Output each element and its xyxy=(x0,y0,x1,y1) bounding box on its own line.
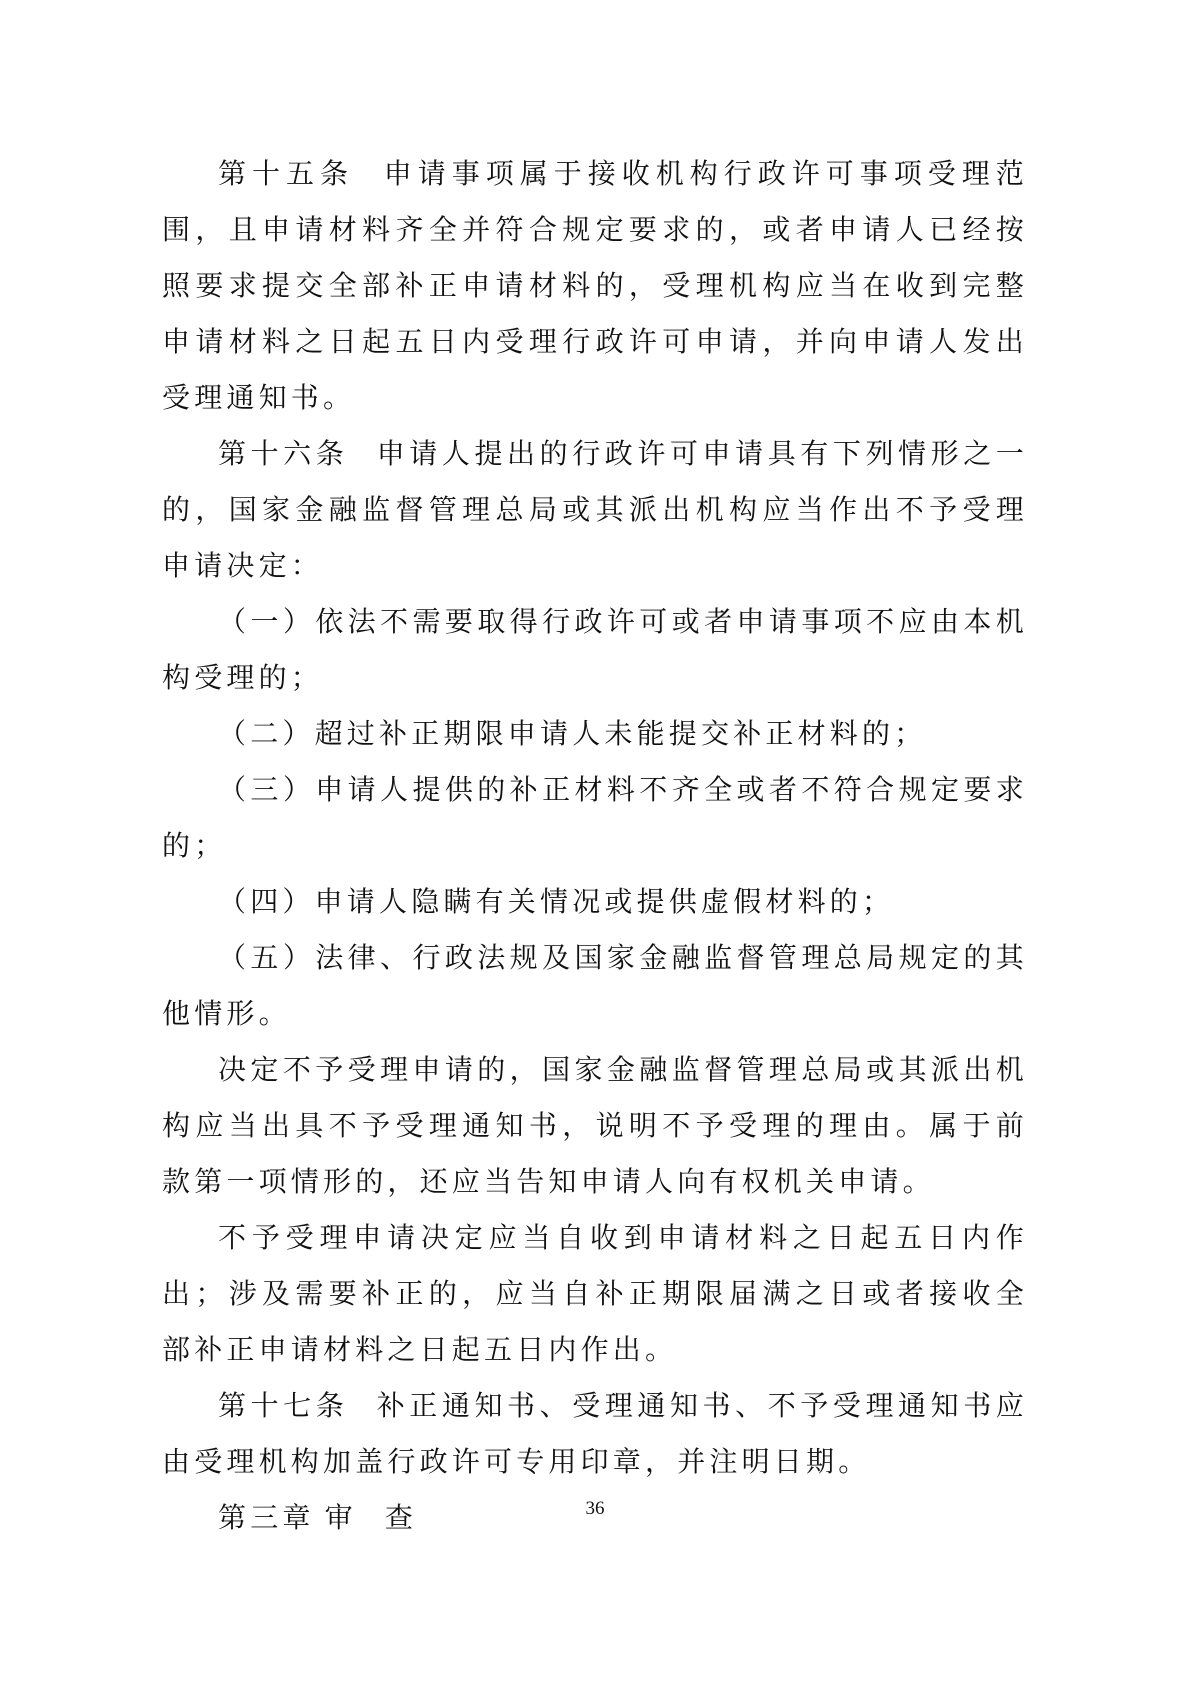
article-16-number: 第十六条 xyxy=(218,437,349,470)
page-number: 36 xyxy=(585,1498,605,1519)
article-17-text: 补正通知书、受理通知书、不予受理通知书应由受理机构加盖行政许可专用印章，并注明日期。 xyxy=(162,1389,1028,1478)
article-17-number: 第十七条 xyxy=(218,1389,349,1422)
article-15-text: 申请事项属于接收机构行政许可事项受理范围，且申请材料齐全并符合规定要求的，或者申请人已经按照要求提交全部补正申请材料的，受理机构应当在收到完整申请材料之日起五日内受理行政许可申请，并向申请人发出受理通知书。 xyxy=(162,157,1028,414)
document-body xyxy=(162,146,1028,1546)
article-16-item-1: （一）依法不需要取得行政许可或者申请事项不应由本机构受理的； xyxy=(162,605,1028,694)
article-15 xyxy=(162,146,1028,426)
article-16-item-5: （五）法律、行政法规及国家金融监督管理总局规定的其他情形。 xyxy=(162,941,1028,1030)
article-16 xyxy=(162,426,1028,594)
article-16-paragraph-2: 决定不予受理申请的，国家金融监督管理总局或其派出机构应当出具不予受理通知书，说明不予受理的理由。属于前款第一项情形的，还应当告知申请人向有权机关申请。 xyxy=(162,1053,1028,1198)
article-16-item-3: （三）申请人提供的补正材料不齐全或者不符合规定要求的； xyxy=(162,773,1028,862)
article-16-text: 申请人提出的行政许可申请具有下列情形之一的，国家金融监督管理总局或其派出机构应当作出不予受理申请决定： xyxy=(162,437,1028,582)
article-16-paragraph-3: 不予受理申请决定应当自收到申请材料之日起五日内作出；涉及需要补正的，应当自补正期限届满之日或者接收全部补正申请材料之日起五日内作出。 xyxy=(162,1221,1028,1366)
article-16-item-2: （二）超过补正期限申请人未能提交补正材料的； xyxy=(218,717,927,750)
chapter-3-number: 第三章 xyxy=(218,1501,315,1534)
article-16-item-4: （四）申请人隐瞒有关情况或提供虚假材料的； xyxy=(218,885,895,918)
chapter-3-title-part-1: 审 xyxy=(324,1501,357,1534)
chapter-3-title-part-2: 查 xyxy=(384,1501,418,1534)
article-17 xyxy=(162,1378,1028,1490)
article-15-number: 第十五条 xyxy=(218,157,354,190)
